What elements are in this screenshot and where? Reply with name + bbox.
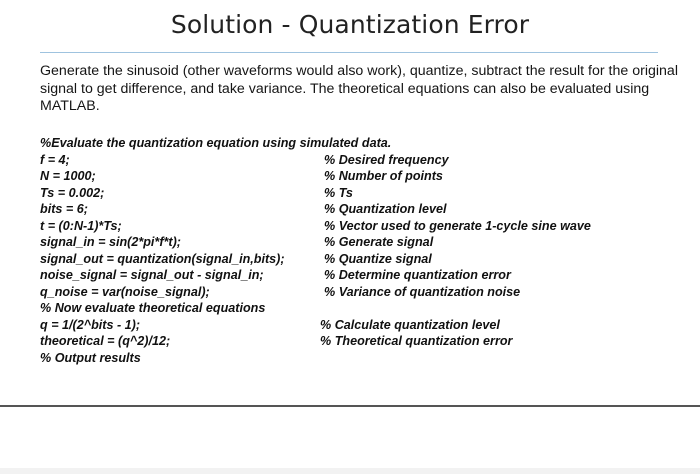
code-comment: % Quantization level bbox=[324, 202, 447, 216]
code-statement: q_noise = var(noise_signal); bbox=[40, 284, 210, 299]
code-comment: % Calculate quantization level bbox=[320, 317, 500, 332]
code-comment: % Ts bbox=[324, 185, 353, 200]
code-comment: % Generate signal bbox=[324, 235, 434, 249]
code-statement: %Evaluate the quantization equation using simulated data. bbox=[40, 136, 392, 150]
code-statement: bits = 6; bbox=[40, 202, 88, 216]
title-divider bbox=[40, 52, 658, 53]
slide-bottom-border bbox=[0, 405, 700, 407]
code-statement: t = (0:N-1)*Ts; bbox=[40, 218, 122, 233]
footer-strip bbox=[0, 468, 700, 474]
code-statement: % Now evaluate theoretical equations bbox=[40, 301, 266, 315]
slide-title: Solution - Quantization Error bbox=[170, 10, 530, 39]
code-comment: % Variance of quantization noise bbox=[324, 284, 521, 299]
code-comment: % Determine quantization error bbox=[324, 268, 511, 282]
code-comment: % Number of points bbox=[324, 169, 443, 183]
code-statement: Ts = 0.002; bbox=[40, 185, 105, 200]
intro-paragraph: Generate the sinusoid (other waveforms would also work), quantize, subtract the result for the original signal to get difference, and take variance. The theoretical equations can also be evaluated using MATLAB. bbox=[40, 63, 678, 114]
code-statement: signal_out = quantization(signal_in,bits); bbox=[40, 251, 285, 266]
code-statement: signal_in = sin(2*pi*f*t); bbox=[40, 235, 182, 249]
code-comment: % Desired frequency bbox=[324, 152, 449, 167]
code-statement: theoretical = (q^2)/12; bbox=[40, 334, 171, 348]
code-comment: % Quantize signal bbox=[324, 251, 432, 266]
code-comment: % Vector used to generate 1-cycle sine wave bbox=[324, 218, 591, 233]
code-statement: N = 1000; bbox=[40, 169, 96, 183]
code-statement: noise_signal = signal_out - signal_in; bbox=[40, 268, 264, 282]
code-statement: % Output results bbox=[40, 350, 141, 365]
code-statement: f = 4; bbox=[40, 152, 70, 167]
code-comment: % Theoretical quantization error bbox=[320, 334, 513, 348]
code-statement: q = 1/(2^bits - 1); bbox=[40, 317, 141, 332]
